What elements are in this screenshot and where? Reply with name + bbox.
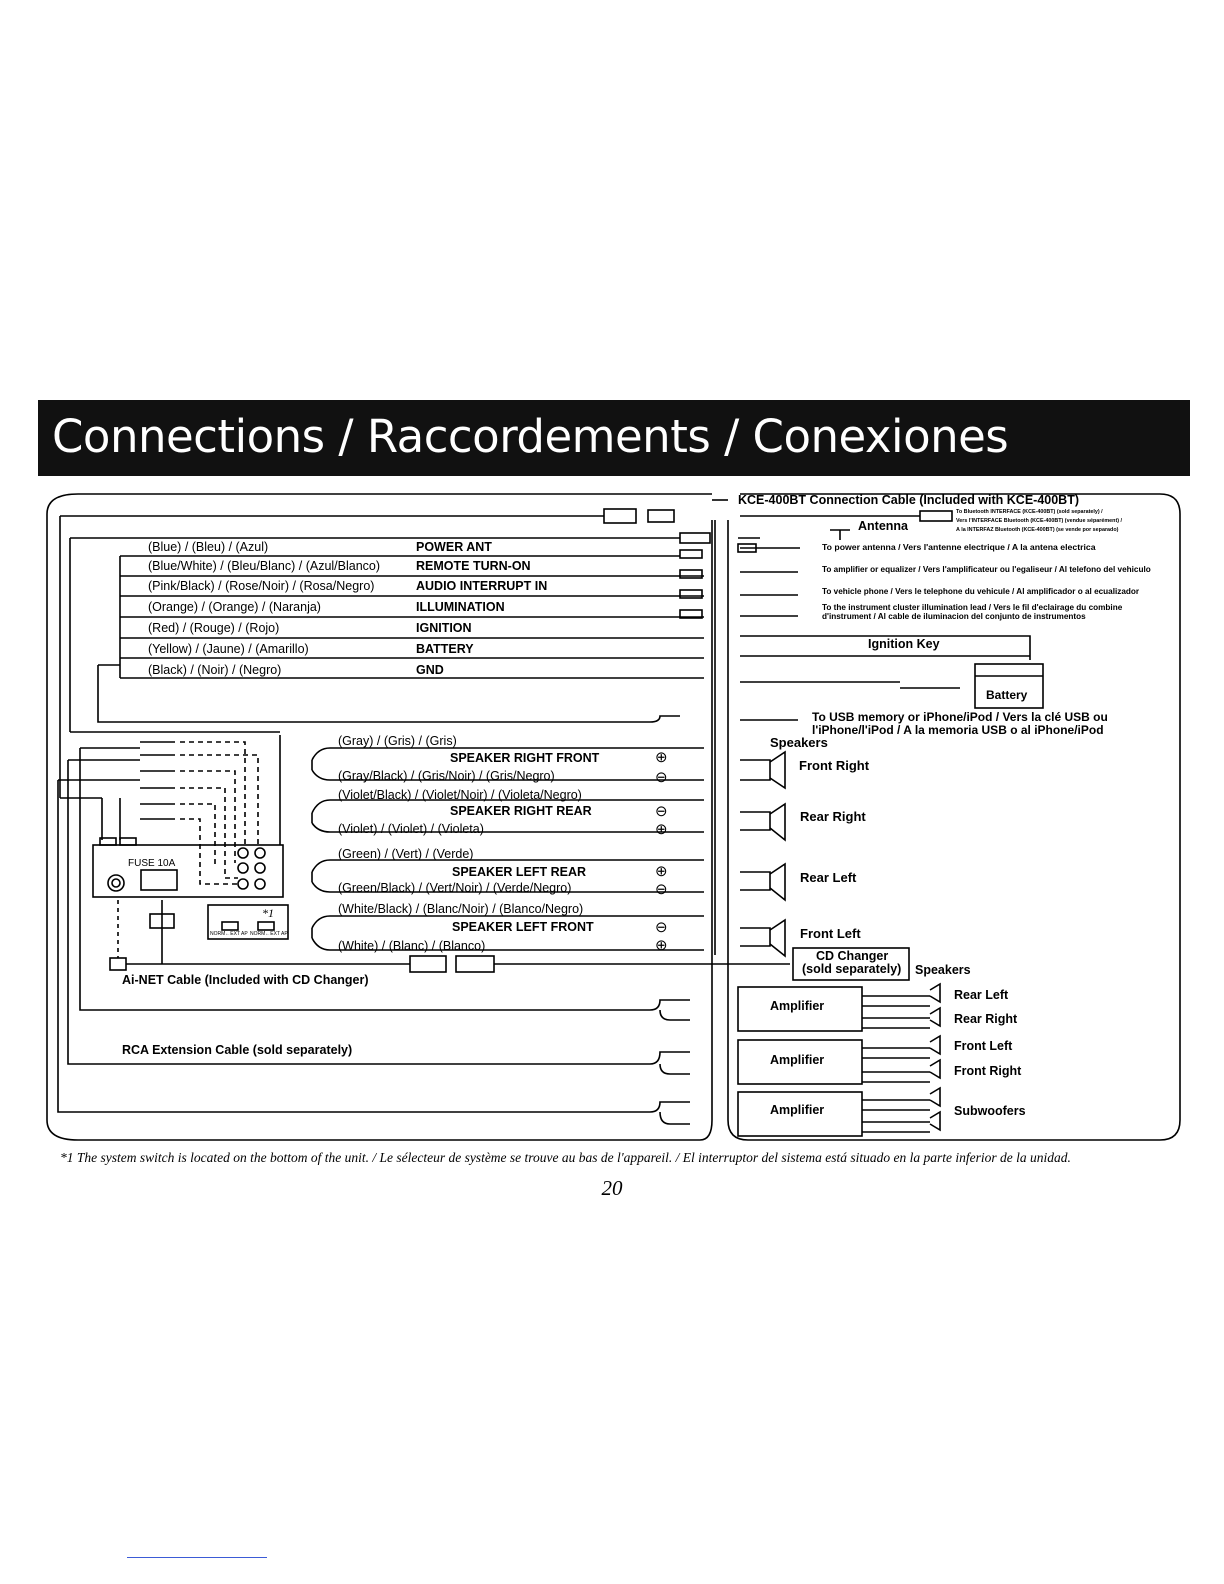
power-antenna-label: To power antenna / Vers l'antenne electrique / A la antena electrica [822,542,1096,552]
rca-plug-group [140,742,175,819]
wire-color: (Yellow) / (Jaune) / (Amarillo) [148,642,309,656]
wire-color: (Blue/White) / (Bleu/Blanc) / (Azul/Blanco) [148,559,381,573]
speaker-wire-color: (Violet) / (Violet) / (Violeta) [338,822,484,836]
wire-function: ILLUMINATION [416,600,505,614]
polarity-mark: ⊕ [655,821,668,838]
fuse-label: FUSE 10A [128,858,176,869]
footnote-text: The system switch is located on the bottom of the unit. / Le sélecteur de système se trouve au bas de l'appareil. / El interruptor del sistema está situado en la parte inferior de la unidad. [76,1150,1071,1165]
polarity-mark: ⊕ [655,863,668,880]
switch-label: NORM←EXT AP [210,931,248,937]
speaker-wire-color: (Gray) / (Gris) / (Gris) [338,734,457,748]
speaker-wire-color: (Violet/Black) / (Violet/Noir) / (Violeta/Negro) [338,788,582,802]
kce-cable-title: KCE-400BT Connection Cable (Included with KCE-400BT) [738,493,1080,507]
wire-color: (Blue) / (Bleu) / (Azul) [148,540,269,554]
speaker-wire-label: SPEAKER LEFT FRONT [452,920,594,934]
bluetooth-note: To Bluetooth INTERFACE (KCE-400BT) (sold separately) / [956,509,1103,515]
wire-color: (Black) / (Noir) / (Negro) [148,663,282,677]
usb-label: To USB memory or iPhone/iPod / Vers la clé USB ou [812,710,1108,724]
polarity-mark: ⊖ [655,919,668,936]
wire-function: BATTERY [416,642,474,656]
amp-output-label: Front Right [954,1064,1022,1078]
speaker-wire-color: (Green/Black) / (Vert/Noir) / (Verde/Negro) [338,881,572,895]
cd-changer-note: (sold separately) [802,962,902,976]
wire-function: GND [416,663,444,677]
cd-changer-label: CD Changer [816,949,889,963]
speaker-label: Rear Left [800,870,857,885]
illumination-note: To the instrument cluster illumination lead / Vers le fil d'eclairage du combine [822,603,1123,612]
amp-output-label: Front Left [954,1039,1013,1053]
speaker-wire-color: (White/Black) / (Blanc/Noir) / (Blanco/Negro) [338,902,584,916]
speaker-label: Rear Right [800,809,866,824]
speaker-wire-label: SPEAKER LEFT REAR [452,865,587,879]
amp-output-label: Rear Right [954,1012,1018,1026]
amplifier-label: Amplifier [770,1053,825,1067]
amp-speakers-header: Speakers [915,963,971,977]
battery-label: Battery [986,688,1028,702]
amp-output-label: Subwoofers [954,1104,1026,1118]
speaker-wire-label: SPEAKER RIGHT REAR [450,804,592,818]
speakers-header: Speakers [770,735,828,750]
polarity-mark: ⊖ [655,769,668,786]
antenna-label: Antenna [858,519,908,533]
page-number: 20 [601,1176,623,1200]
speaker-wire-color: (White) / (Blanc) / (Blanco) [338,939,486,953]
amplifier-label: Amplifier [770,1103,825,1117]
switch-label: NORM←EXT AP [250,931,288,937]
usb-label: l'iPhone/l'iPod / A la memoria USB o al iPhone/iPod [812,723,1104,737]
illumination-note: d'instrument / Al cable de iluminacion del conjunto de instrumentos [822,612,1086,621]
footer-rule [127,1557,267,1558]
rca-cable-label: RCA Extension Cable (sold separately) [122,1043,353,1057]
amp-output-label: Rear Left [954,988,1009,1002]
speaker-symbols [740,752,785,956]
polarity-mark: ⊕ [655,749,668,766]
ignition-key-label: Ignition Key [868,637,940,651]
polarity-mark: ⊕ [655,937,668,954]
wire-color: (Orange) / (Orange) / (Naranja) [148,600,321,614]
wire-function: POWER ANT [416,540,492,554]
amplifier-note: To amplifier or equalizer / Vers l'amplificateur ou l'egaliseur / Al telefono del vehiculo [822,565,1151,574]
speaker-label: Front Right [799,758,870,773]
speaker-wire-label: SPEAKER RIGHT FRONT [450,751,600,765]
wire-function: AUDIO INTERRUPT IN [416,579,548,593]
switch-mark: *1 [262,906,274,920]
phone-note: To vehicle phone / Vers le telephone du vehicule / Al amplificador o al ecualizador [822,587,1140,596]
speaker-wire-color: (Green) / (Vert) / (Verde) [338,847,474,861]
wire-function: REMOTE TURN-ON [416,559,531,573]
footnote [60,1150,1190,1166]
wire-function: IGNITION [416,621,472,635]
amplifier-label: Amplifier [770,999,825,1013]
polarity-mark: ⊖ [655,881,668,898]
bluetooth-note: Vers l'INTERFACE Bluetooth (KCE-400BT) (vendue séparément) / [956,518,1123,524]
polarity-mark: ⊖ [655,803,668,820]
page-title: Connections / Raccordements / Conexiones [52,410,1009,463]
footnote-mark: *1 [60,1150,74,1165]
wire-color: (Red) / (Rouge) / (Rojo) [148,621,280,635]
bluetooth-note: A la INTERFAZ Bluetooth (KCE-400BT) (se vende por separado) [956,527,1119,533]
ainet-cable-label: Ai-NET Cable (Included with CD Changer) [122,973,369,987]
wire-color: (Pink/Black) / (Rose/Noir) / (Rosa/Negro) [148,579,375,593]
speaker-label: Front Left [800,926,861,941]
speaker-wire-color: (Gray/Black) / (Gris/Noir) / (Gris/Negro) [338,769,555,783]
